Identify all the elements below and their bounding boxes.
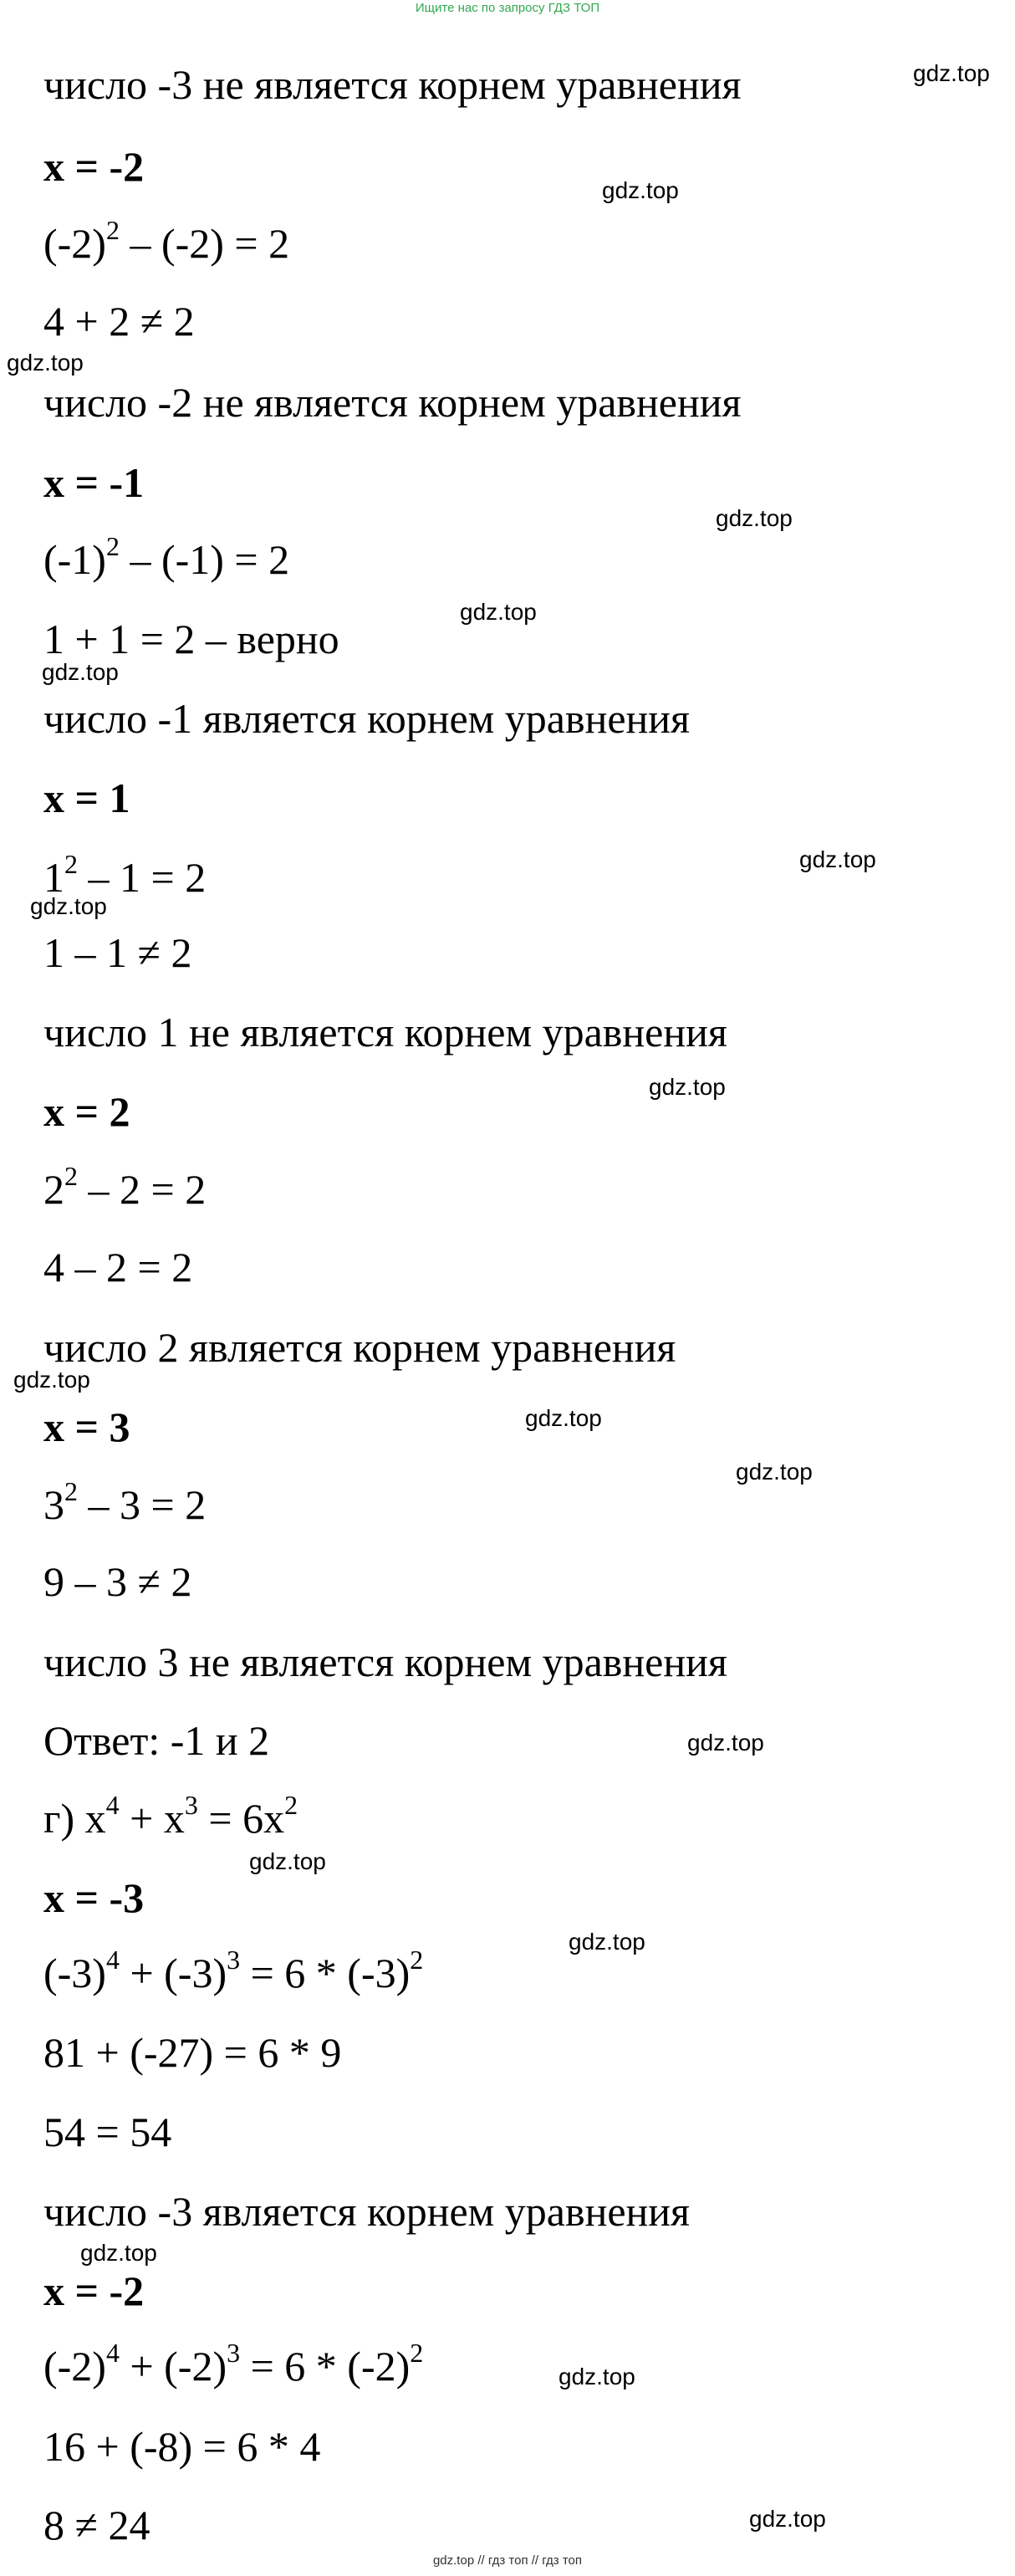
- watermark: gdz.top: [569, 1929, 645, 1955]
- equation-part: – 3 = 2: [78, 1481, 207, 1528]
- equation-part: – (-1) = 2: [119, 536, 290, 583]
- watermark: gdz.top: [602, 177, 679, 203]
- variable-value: x = 2: [43, 1088, 130, 1135]
- equation-part: = 6x: [197, 1795, 285, 1842]
- watermark: gdz.top: [80, 2240, 157, 2266]
- exponent: 2: [284, 1790, 298, 1821]
- equation-part: 3: [43, 1481, 64, 1528]
- top-banner: Ищите нас по запросу ГДЗ ТОП: [415, 1, 600, 15]
- exponent: 2: [64, 1161, 78, 1192]
- equation-part: г) x: [43, 1795, 106, 1842]
- answer-line: Ответ: -1 и 2: [43, 1717, 270, 1764]
- equation-line: [43, 1161, 207, 1214]
- equation-part: + (-2): [119, 2343, 227, 2389]
- equation-line: [43, 215, 290, 268]
- variable-value: x = -2: [43, 2267, 145, 2314]
- equation-line: 1 – 1 ≠ 2: [43, 929, 192, 976]
- exponent: 2: [410, 1945, 424, 1975]
- watermark: gdz.top: [525, 1405, 602, 1431]
- watermark: gdz.top: [7, 350, 84, 376]
- variable-value: x = 1: [43, 774, 130, 821]
- equation-part: (-1): [43, 536, 106, 583]
- watermark: gdz.top: [42, 659, 119, 685]
- equation-part: + x: [119, 1795, 185, 1842]
- text-line: число -3 является корнем уравнения: [43, 2188, 691, 2235]
- watermark: gdz.top: [460, 599, 537, 625]
- exponent: 2: [64, 1476, 78, 1507]
- equation-line: 16 + (-8) = 6 * 4: [43, 2423, 321, 2470]
- equation-part: 2: [43, 1166, 64, 1213]
- variable-value: x = -2: [43, 143, 145, 190]
- equation-line: [43, 1945, 424, 1997]
- equation-part: = 6 * (-3): [240, 1950, 411, 1996]
- text-line: число 3 не является корнем уравнения: [43, 1638, 727, 1685]
- equation-line: 4 + 2 ≠ 2: [43, 298, 195, 345]
- equation-part: 1: [43, 854, 64, 901]
- exponent: 2: [64, 849, 78, 880]
- equation-line: [43, 531, 290, 584]
- exponent: 4: [105, 1790, 120, 1821]
- watermark: gdz.top: [799, 846, 876, 872]
- equation-line: 54 = 54: [43, 2108, 172, 2155]
- watermark: gdz.top: [30, 893, 107, 919]
- equation-part: + (-3): [119, 1950, 227, 1996]
- watermark: gdz.top: [249, 1848, 326, 1874]
- watermark: gdz.top: [749, 2506, 826, 2532]
- exponent: 3: [227, 2338, 241, 2369]
- exponent: 2: [105, 215, 120, 246]
- equation-line: 8 ≠ 24: [43, 2502, 150, 2548]
- equation-line: 1 + 1 = 2 – верно: [43, 616, 339, 662]
- footer: gdz.top // гдз топ // гдз топ: [432, 2553, 583, 2568]
- equation-part: – (-2) = 2: [119, 220, 290, 267]
- equation-line: [43, 2338, 424, 2390]
- exponent: 2: [105, 531, 120, 562]
- watermark: gdz.top: [913, 60, 990, 86]
- watermark: gdz.top: [649, 1074, 726, 1100]
- equation-line: 81 + (-27) = 6 * 9: [43, 2029, 342, 2076]
- exponent: 4: [105, 2338, 120, 2369]
- equation-line: 9 – 3 ≠ 2: [43, 1558, 192, 1605]
- text-line: число 1 не является корнем уравнения: [43, 1009, 727, 1055]
- variable-value: x = -1: [43, 459, 145, 506]
- exponent: 3: [184, 1790, 198, 1821]
- watermark: gdz.top: [736, 1459, 813, 1485]
- watermark: gdz.top: [559, 2364, 635, 2389]
- text-line: число 2 является корнем уравнения: [43, 1324, 676, 1371]
- text-line: число -2 не является корнем уравнения: [43, 379, 742, 426]
- watermark: gdz.top: [13, 1367, 90, 1393]
- watermark: gdz.top: [687, 1730, 764, 1756]
- exponent: 4: [105, 1945, 120, 1975]
- equation-line: [43, 1476, 207, 1529]
- equation-part: (-3): [43, 1950, 106, 1996]
- equation-line: 4 – 2 = 2: [43, 1244, 193, 1291]
- variable-value: x = 3: [43, 1403, 130, 1450]
- equation-part: – 2 = 2: [78, 1166, 207, 1213]
- variable-value: x = -3: [43, 1874, 145, 1921]
- watermark: gdz.top: [716, 505, 793, 531]
- text-line: число -1 является корнем уравнения: [43, 695, 691, 742]
- equation-part: (-2): [43, 2343, 106, 2389]
- equation-part: = 6 * (-2): [240, 2343, 411, 2389]
- equation-part: – 1 = 2: [78, 854, 207, 901]
- text-line: число -3 не является корнем уравнения: [43, 61, 742, 108]
- exponent: 3: [227, 1945, 241, 1975]
- equation-part: (-2): [43, 220, 106, 267]
- equation-line: [43, 1790, 298, 1843]
- exponent: 2: [410, 2338, 424, 2369]
